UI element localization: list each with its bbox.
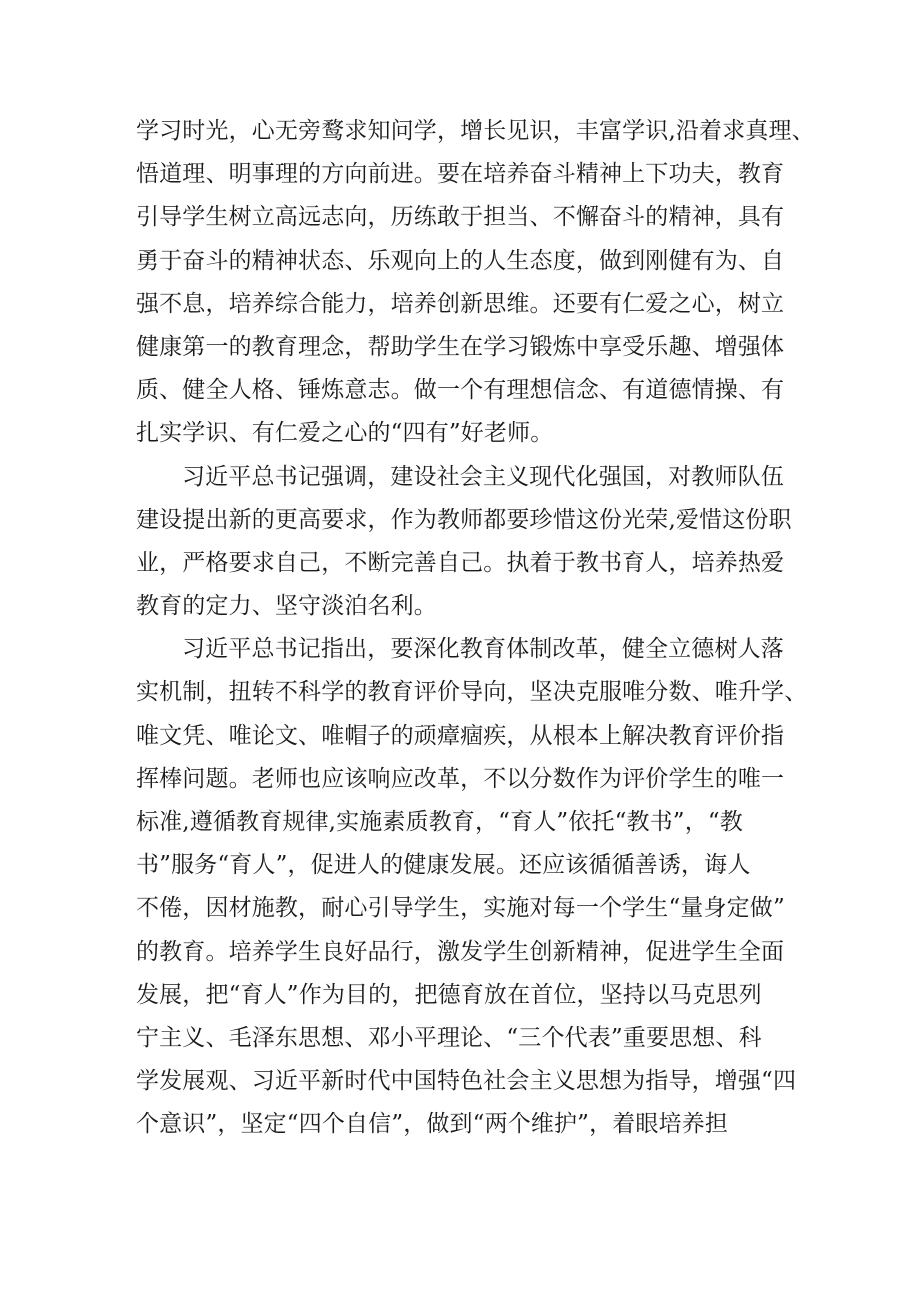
paragraph-2 <box>136 456 826 629</box>
text-line: 教育的定力、坚守淡泊名利。 <box>136 593 437 620</box>
text-line: 学发展观、习近平新时代中国特色社会主义思想为指导，增强“四 <box>136 1068 797 1095</box>
text-line: 强不息，培养综合能力，培养创新思维。还要有仁爱之心，树立 <box>136 290 785 317</box>
text-line: 标准,遵循教育规律,实施素质教育，“育人”依托“教书”，“教 <box>136 809 743 835</box>
text-line: 悟道理、明事理的方向前进。要在培养奋斗精神上下功夫，教育 <box>136 161 785 188</box>
paragraph-1 <box>136 110 826 456</box>
text-line: 勇于奋斗的精神状态、乐观向上的人生态度，做到刚健有为、自 <box>136 247 785 274</box>
text-line: 质、健全人格、锤炼意志。做一个有理想信念、有道德情操、有 <box>136 377 785 404</box>
text-line: 建设提出新的更高要求，作为教师都要珍惜这份光荣,爱惜这份职 <box>136 506 792 533</box>
text-line: 业，严格要求自己，不断完善自己。执着于教书育人，培养热爱 <box>136 549 785 576</box>
text-line: 个意识”，坚定“四个自信”，做到“两个维护”，着眼培养担 <box>136 1111 728 1138</box>
text-line: 的教育。培养学生良好品行，激发学生创新精神，促进学生全面 <box>136 938 785 965</box>
text-line: 宁主义、毛泽东思想、邓小平理论、“三个代表”重要思想、科 <box>136 1024 762 1051</box>
text-line: 健康第一的教育理念，帮助学生在学习锻炼中享受乐趣、增强体 <box>136 333 785 360</box>
text-line: 习近平总书记指出，要深化教育体制改革，健全立德树人落 <box>182 636 784 663</box>
text-line: 唯文凭、唯论文、唯帽子的顽瘴痼疾，从根本上解决教育评价指 <box>136 722 785 749</box>
text-line: 学习时光，心无旁鹜求知问学，增长见识，丰富学识,沿着求真理、 <box>136 118 815 144</box>
paragraph-3 <box>136 628 826 1146</box>
text-line: 扎实学识、有仁爱之心的“四有”好老师。 <box>136 420 554 447</box>
text-line: 实机制，扭转不科学的教育评价导向，坚决克服唯分数、唯升学、 <box>136 679 808 706</box>
text-line: 挥棒问题。老师也应该响应改革，不以分数作为评价学生的唯一 <box>136 765 785 792</box>
text-line: 习近平总书记强调，建设社会主义现代化强国，对教师队伍 <box>182 463 784 490</box>
text-line: 发展，把“育人”作为目的，把德育放在首位，坚持以马克思列 <box>136 981 762 1008</box>
text-line: 不倦，因材施教，耐心引导学生，实施对每一个学生“量身定做” <box>136 895 785 922</box>
text-line: 引导学生树立高远志向，历练敢于担当、不懈奋斗的精神，具有 <box>136 204 785 231</box>
body-text <box>136 110 826 1147</box>
text-line: 书”服务“育人”，促进人的健康发展。还应该循循善诱，诲人 <box>136 852 751 879</box>
